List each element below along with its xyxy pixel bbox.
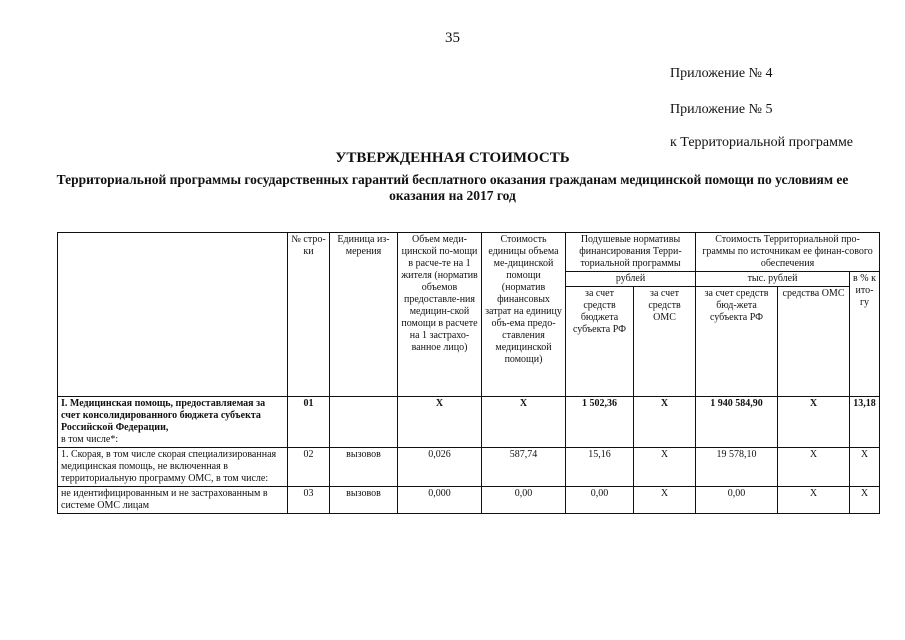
page-number: 35 bbox=[445, 30, 460, 46]
row-pc-oms: Х bbox=[634, 448, 696, 487]
row-cost-budget: 0,00 bbox=[696, 487, 778, 514]
row-no: 03 bbox=[288, 487, 330, 514]
row-cost-oms: Х bbox=[778, 397, 850, 448]
row-no: 02 bbox=[288, 448, 330, 487]
row-pc-oms: Х bbox=[634, 487, 696, 514]
row-pc-budget: 1 502,36 bbox=[566, 397, 634, 448]
row-unit: вызовов bbox=[330, 487, 398, 514]
header-cost: Стоимость Территориальной про-граммы по источникам ее финан-сового обеспечения bbox=[696, 233, 880, 272]
table-row bbox=[58, 448, 880, 487]
row-cost-budget: 19 578,10 bbox=[696, 448, 778, 487]
header-cost-unit: тыс. рублей bbox=[696, 272, 850, 287]
row-cost-oms: Х bbox=[778, 487, 850, 514]
header-per-capita-oms: за счет средств ОМС bbox=[634, 287, 696, 397]
row-label: не идентифицированным и не застрахованным в системе ОМС лицам bbox=[58, 487, 288, 514]
row-pc-oms: Х bbox=[634, 397, 696, 448]
row-label: 1. Скорая, в том числе скорая специализированная медицинская помощь, не включенная в территориальную программу ОМС, в том числе: bbox=[58, 448, 288, 487]
document-title: УТВЕРЖДЕННАЯ СТОИМОСТЬ bbox=[335, 150, 570, 166]
row-volume: 0,000 bbox=[398, 487, 482, 514]
document-subtitle: Территориальной программы государственных гарантий бесплатного оказания гражданам медицинской помощи по условиям ее оказания на 2017 год bbox=[56, 172, 849, 203]
row-pct: Х bbox=[850, 487, 880, 514]
row-pct: 13,18 bbox=[850, 397, 880, 448]
header-cost-oms: средства ОМС bbox=[778, 287, 850, 397]
header-per-capita: Подушевые нормативы финансирования Терри-ториальной программы bbox=[566, 233, 696, 272]
table-row bbox=[58, 397, 880, 448]
appendix-line-2: Приложение № 5 bbox=[670, 102, 773, 117]
appendix-line-3: к Территориальной программе bbox=[670, 135, 854, 150]
header-unit-cost: Стоимость единицы объема ме-дицинской помощи (норматив финансовых затрат на единицу объ-ема предо-ставления медицинской помощи) bbox=[482, 233, 566, 397]
row-cost-budget: 1 940 584,90 bbox=[696, 397, 778, 448]
row-no: 01 bbox=[288, 397, 330, 448]
header-cost-budget: за счет средств бюд-жета субъекта РФ bbox=[696, 287, 778, 397]
row-pc-budget: 0,00 bbox=[566, 487, 634, 514]
table-row bbox=[58, 487, 880, 514]
row-pc-budget: 15,16 bbox=[566, 448, 634, 487]
row-label-bold: I. Медицинская помощь, предоставляемая за счет консолидированного бюджета субъекта Российской Федерации, bbox=[61, 398, 266, 433]
appendix-line-1: Приложение № 4 bbox=[670, 66, 773, 81]
row-unit-cost: 587,74 bbox=[482, 448, 566, 487]
row-volume: 0,026 bbox=[398, 448, 482, 487]
row-unit: вызовов bbox=[330, 448, 398, 487]
header-row-no: № стро-ки bbox=[288, 233, 330, 397]
header-unit: Единица из-мерения bbox=[330, 233, 398, 397]
header-volume: Объем меди-цинской по-мощи в расче-те на 1 жителя (норматив объемов предоставле-ния медицин-ской помощи в расчете на 1 застрахо-ванное лицо) bbox=[398, 233, 482, 397]
row-cost-oms: Х bbox=[778, 448, 850, 487]
row-volume: Х bbox=[398, 397, 482, 448]
row-label bbox=[58, 397, 288, 448]
header-per-capita-budget: за счет средств бюджета субъекта РФ bbox=[566, 287, 634, 397]
header-pct-total: в % к ито-гу bbox=[850, 272, 880, 397]
row-pct: Х bbox=[850, 448, 880, 487]
cost-table bbox=[57, 232, 880, 514]
row-unit-cost: Х bbox=[482, 397, 566, 448]
row-unit-cost: 0,00 bbox=[482, 487, 566, 514]
header-per-capita-unit: рублей bbox=[566, 272, 696, 287]
header-blank bbox=[58, 233, 288, 397]
row-label-tail: в том числе*: bbox=[61, 434, 119, 445]
row-unit bbox=[330, 397, 398, 448]
